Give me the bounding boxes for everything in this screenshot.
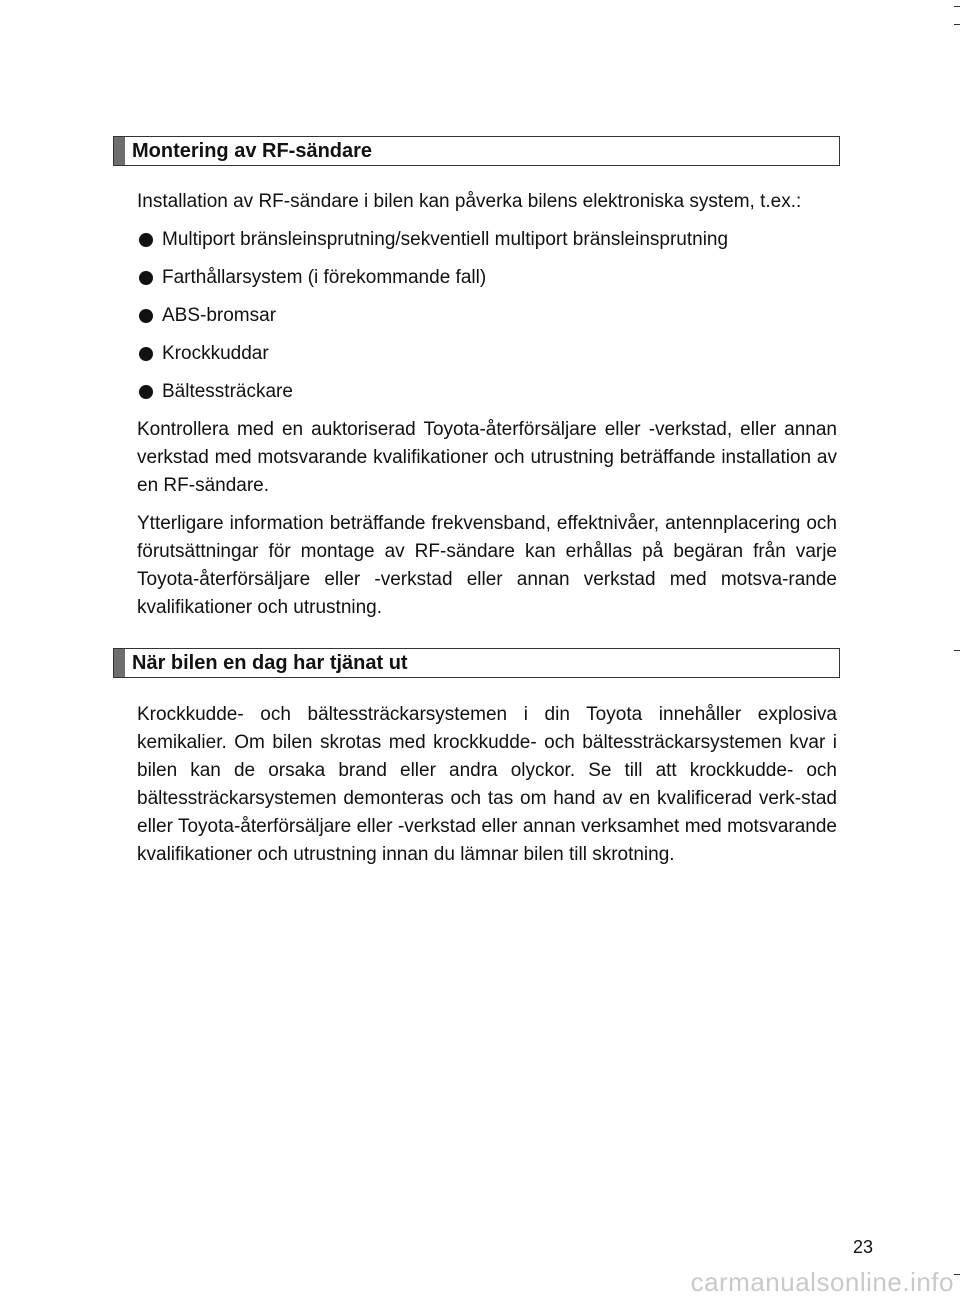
section-body-end-of-life	[137, 701, 837, 879]
section-body-rf-transmitter	[137, 188, 837, 632]
bullet-icon	[139, 233, 153, 247]
list-item: Farthållarsystem (i förekommande fall)	[137, 264, 837, 292]
list-item: Bältessträckare	[137, 378, 837, 406]
affected-systems-list	[137, 226, 837, 406]
section-title: Montering av RF-sändare	[132, 140, 373, 162]
header-accent-bar	[114, 649, 125, 677]
crop-mark	[954, 1274, 960, 1275]
paragraph: Kontrollera med en auktoriserad Toyota-återförsäljare eller -verkstad, eller annan verkstad med motsvarande kvalifikationer och utrustning beträffande installation av en RF-sändare.	[137, 419, 837, 496]
section-header-end-of-life	[113, 648, 840, 678]
list-item: Multiport bränsleinsprutning/sekventiell multiport bränsleinsprutning	[137, 226, 837, 254]
section-header-rf-transmitter	[113, 136, 840, 166]
watermark: carmanualsonline.info	[690, 1267, 954, 1297]
crop-mark	[954, 6, 960, 7]
bullet-icon	[139, 347, 153, 361]
paragraph: Ytterligare information beträffande frekvensband, effektnivåer, antennplacering och förutsättningar för montage av RF-sändare kan erhållas på begäran från varje Toyota-återförsäljare eller -verkstad eller annan verkstad med motsva-rande kvalifikationer och utrustning.	[137, 513, 837, 618]
list-item: Krockkuddar	[137, 340, 837, 368]
bullet-icon	[139, 385, 153, 399]
list-item: ABS-bromsar	[137, 302, 837, 330]
section-title: När bilen en dag har tjänat ut	[132, 652, 408, 674]
crop-mark	[954, 24, 960, 25]
intro-text: Installation av RF-sändare i bilen kan påverka bilens elektroniska system, t.ex.:	[137, 191, 802, 212]
crop-mark	[954, 650, 960, 651]
bullet-icon	[139, 271, 153, 285]
page-number: 23	[853, 1237, 874, 1257]
paragraph: Krockkudde- och bältessträckarsystemen i din Toyota innehåller explosiva kemikalier. Om bilen skrotas med krockkudde- och bältessträckarsystemen kvar i bilen kan de orsaka brand eller andra olyckor. Se till att krockkudde- och bältessträckarsystemen demonteras och tas om hand av en kvalificerad verk-stad eller Toyota-återförsäljare eller -verkstad eller annan verksamhet med motsvarande kvalifikationer och utrustning innan du lämnar bilen till skrotning.	[137, 704, 837, 865]
bullet-icon	[139, 309, 153, 323]
header-accent-bar	[114, 137, 125, 165]
